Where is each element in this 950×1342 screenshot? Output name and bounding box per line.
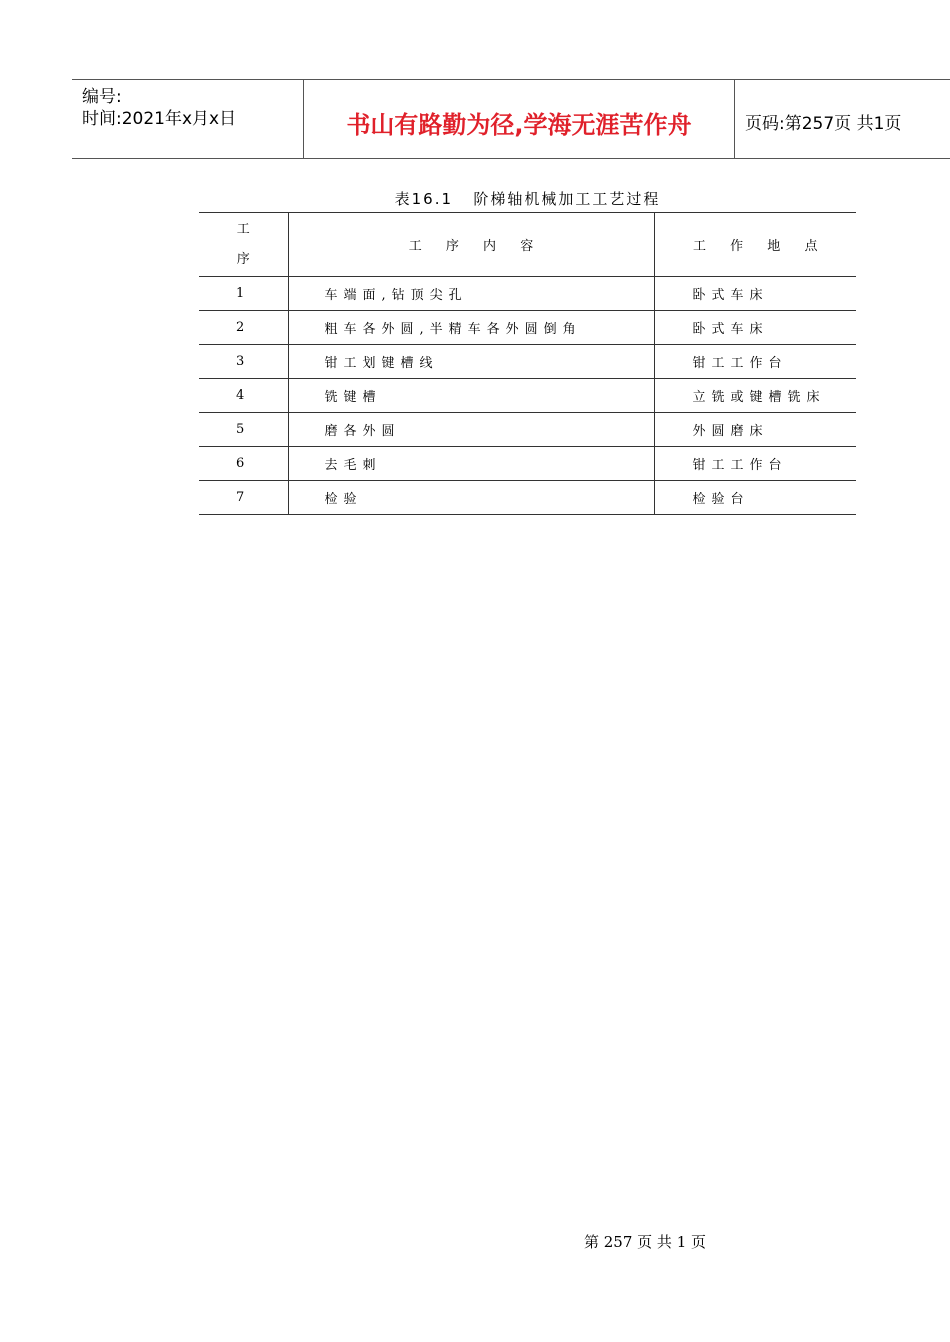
header-step [199,213,288,277]
row-content: 检验 [288,481,654,515]
row-content: 钳工划键槽线 [288,345,654,379]
row-step: 7 [199,481,288,515]
page-header [72,79,950,159]
document-time-label: 时间:2021年x月x日 [82,109,237,129]
row-content: 铣键槽 [288,379,654,413]
row-content: 车端面,钻顶尖孔 [288,277,654,311]
row-step: 6 [199,447,288,481]
header-info-cell [72,80,304,158]
header-step-line2: 序 [236,251,250,267]
header-step-line1: 工 [236,221,250,237]
table-row [199,379,856,413]
row-place: 钳工工作台 [654,447,856,481]
table-title: 表16.1 阶梯轴机械加工工艺过程 [394,190,661,208]
table-row [199,413,856,447]
header-page-cell [735,80,950,158]
row-content: 磨各外圆 [288,413,654,447]
header-content: 工 序 内 容 [288,213,654,277]
table-row [199,447,856,481]
row-content: 粗车各外圆,半精车各外圆倒角 [288,311,654,345]
row-step: 2 [199,311,288,345]
row-step: 4 [199,379,288,413]
page-footer: 第 257 页 共 1 页 [584,1233,707,1251]
row-place: 外圆磨床 [654,413,856,447]
row-content: 去毛刺 [288,447,654,481]
table-row [199,481,856,515]
row-step: 5 [199,413,288,447]
header-motto-cell [304,80,735,158]
table-row [199,277,856,311]
document-number-label: 编号: [82,87,122,107]
table-row [199,311,856,345]
motto-text: 书山有路勤为径,学海无涯苦作舟 [346,111,692,139]
row-place: 检验台 [654,481,856,515]
table-header-row [199,213,856,277]
row-place: 立铣或键槽铣床 [654,379,856,413]
row-place: 钳工工作台 [654,345,856,379]
row-place: 卧式车床 [654,277,856,311]
row-step: 1 [199,277,288,311]
header-place: 工 作 地 点 [654,213,856,277]
process-table [199,212,856,515]
row-step: 3 [199,345,288,379]
row-place: 卧式车床 [654,311,856,345]
page-number-label: 页码:第257页 共1页 [745,114,902,134]
table-row [199,345,856,379]
